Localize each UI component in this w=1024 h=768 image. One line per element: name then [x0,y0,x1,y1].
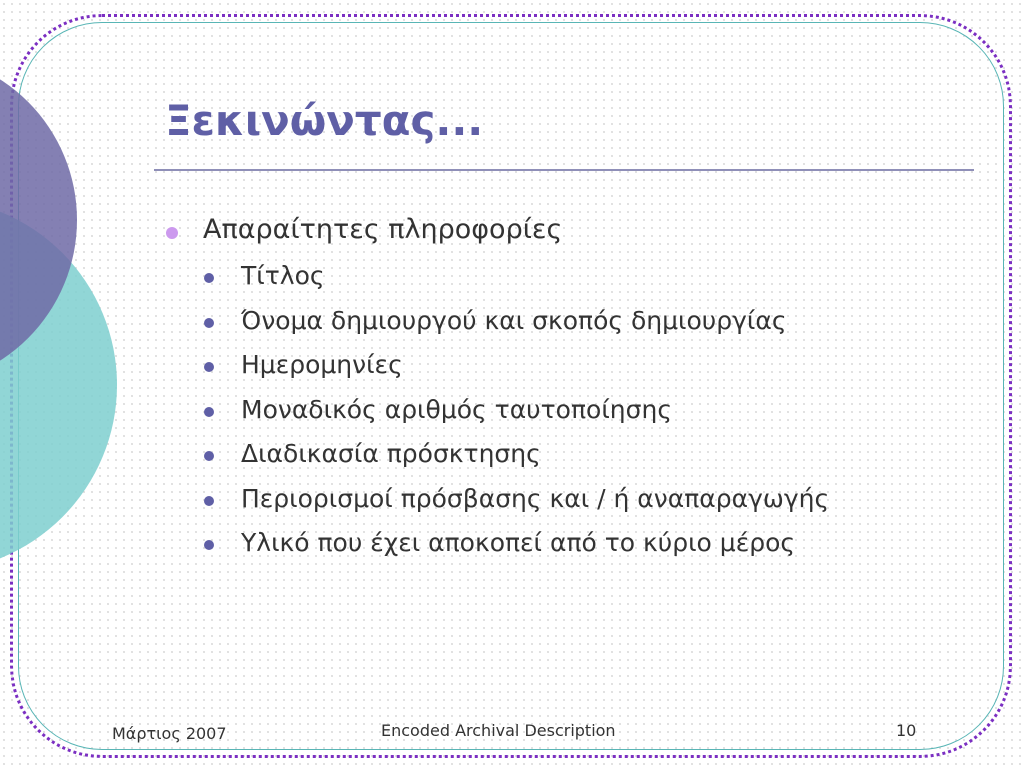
sub-bullet-dot-icon [204,451,214,461]
sub-bullet-dot-icon [204,407,214,417]
sub-bullet: Διαδικασία πρόσκτησης [241,439,541,468]
footer-date: Μάρτιος 2007 [112,724,227,743]
sub-bullet-dot-icon [204,496,214,506]
page-number: 10 [896,721,917,740]
title-divider [154,169,974,171]
sub-bullet-dot-icon [204,273,214,283]
footer-title: Encoded Archival Description [381,721,616,740]
sub-bullet: Μοναδικός αριθμός ταυτοποίησης [241,395,672,424]
sub-bullet-dot-icon [204,540,214,550]
sub-bullet: Περιορισμοί πρόσβασης και / ή αναπαραγωγής [241,484,830,513]
sub-bullet: Τίτλος [241,261,325,290]
sub-bullet-dot-icon [204,318,214,328]
slide-title: Ξεκινώντας... [165,96,484,145]
sub-bullet-dot-icon [204,362,214,372]
main-bullet: Απαραίτητες πληροφορίες [203,214,563,245]
bullet-dot-icon [166,227,178,239]
sub-bullet: Όνομα δημιουργού και σκοπός δημιουργίας [241,306,787,335]
sub-bullet: Ημερομηνίες [241,350,403,379]
decorative-circles [0,0,140,600]
sub-bullet: Υλικό που έχει αποκοπεί από το κύριο μέρος [241,528,796,557]
